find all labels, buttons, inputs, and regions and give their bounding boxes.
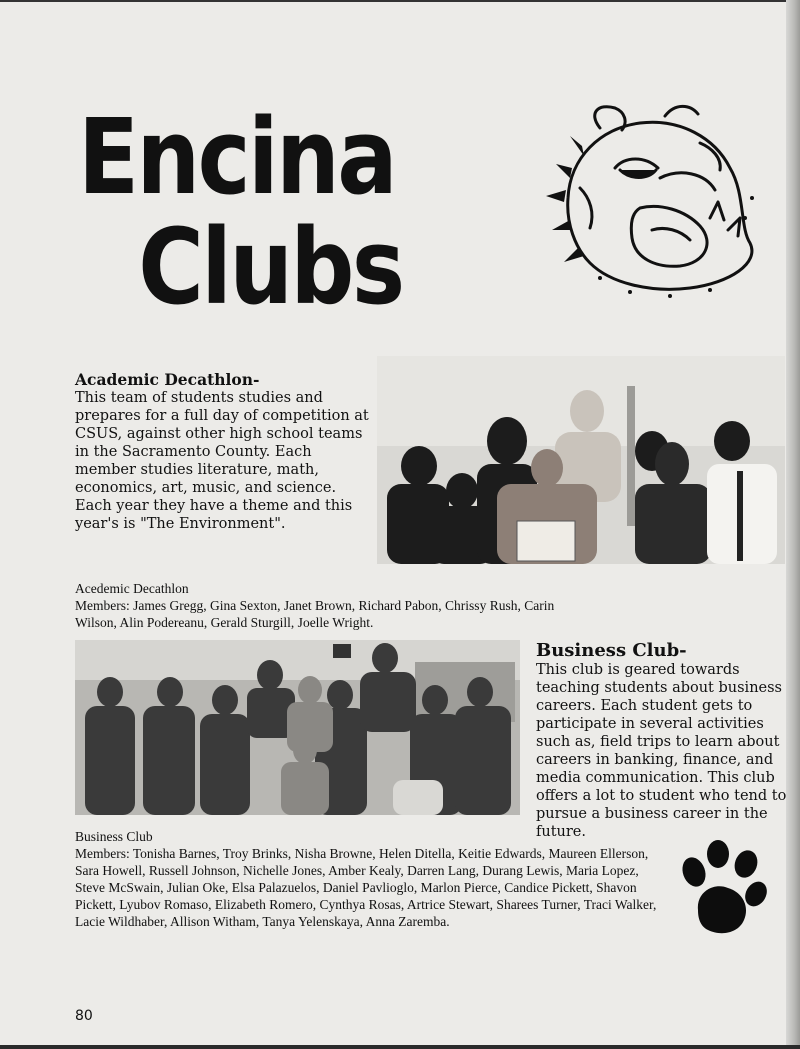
academic-decathlon-caption [75, 580, 595, 631]
academic-caption-title: Acedemic Decathlon [75, 581, 189, 596]
page-binding-edge [786, 0, 800, 1049]
bulldog-mascot-icon [540, 98, 765, 303]
academic-caption-members: Members: James Gregg, Gina Sexton, Janet Brown, Richard Pabon, Chrissy Rush, Carin Wilson, Alin Podereanu, Gerald Sturgill, Joelle Wright. [75, 598, 555, 630]
page-title-line-1: Encina [78, 96, 396, 218]
page-bottom-edge [0, 1045, 800, 1049]
business-caption-members: Members: Tonisha Barnes, Troy Brinks, Nisha Browne, Helen Ditella, Keitie Edwards, Maureen Ellerson, Sara Howell, Russell Johnson, Nichelle Jones, Amber Kealy, Darren Lang, Durang Lewis, Maria Lopez, Steve McSwain, Julian Oke, Elsa Palazuelos, Daniel Pavlioglo, Marlon Pierce, Candice Pickett, Shavon Pickett, Lyubov Romaso, Elizabeth Romero, Cynthya Rosas, Artrice Stewart, Sharees Turner, Traci Walker, Lacie Wildhaber, Allison Witham, Tanya Yelenskaya, Anna Zaremba. [75, 846, 657, 929]
business-caption-title: Business Club [75, 829, 153, 844]
business-club-article [536, 640, 798, 841]
page-number: 80 [75, 1008, 93, 1024]
page-title-line-2: Clubs [138, 206, 403, 328]
academic-decathlon-article [75, 370, 375, 533]
business-club-caption [75, 828, 665, 930]
business-club-heading: Business Club- [536, 640, 687, 661]
business-club-photo [75, 640, 520, 815]
page-title [78, 96, 439, 328]
page-top-edge [0, 0, 800, 2]
paw-print-icon [676, 840, 768, 938]
business-club-body: This club is geared towards teaching students about business careers. Each student gets to participate in several activities such as, field trips to learn about careers in banking, finance, and media communication. This club offers a lot to student who tend to pursue a business career in the future. [536, 662, 787, 840]
academic-decathlon-photo [377, 356, 785, 564]
academic-decathlon-heading: Academic Decathlon- [75, 370, 260, 389]
academic-decathlon-body: This team of students studies and prepares for a full day of competition at CSUS, against other high school teams in the Sacramento County. Each member studies literature, math, economics, art, music, and science. Each year they have a theme and this year's is "The Environment". [75, 390, 369, 532]
